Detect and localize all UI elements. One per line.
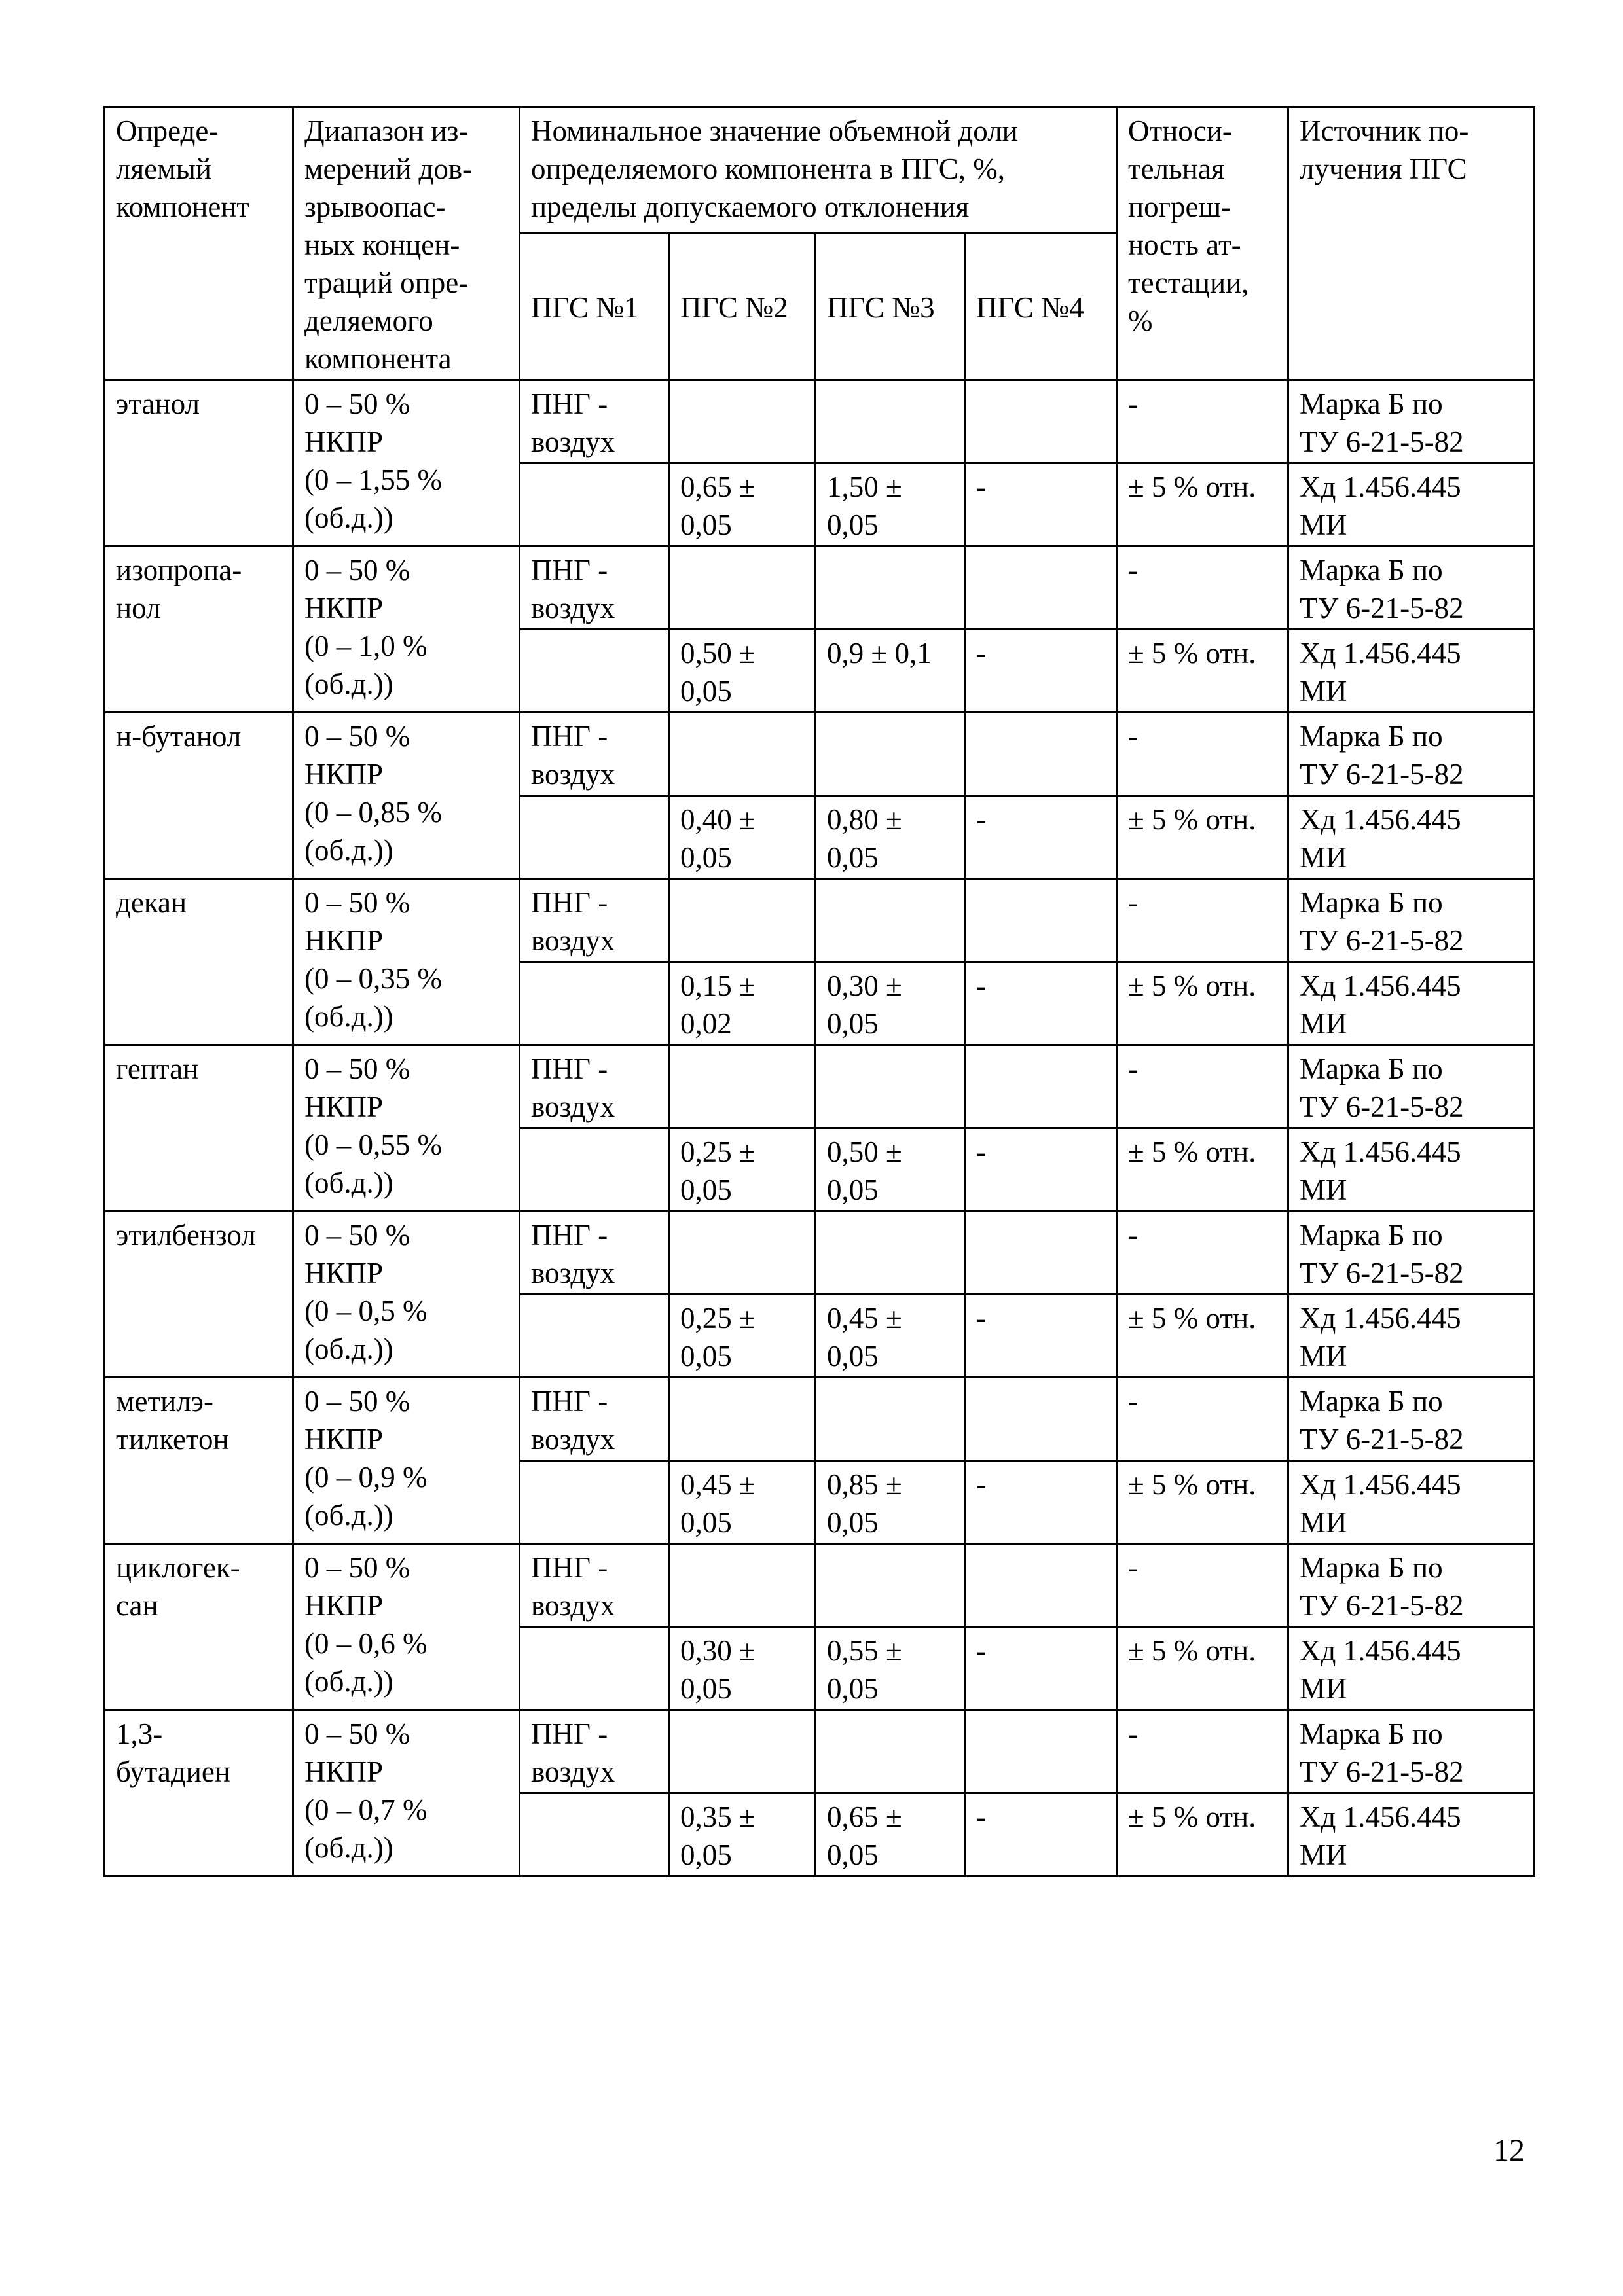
gas-mixture-table bbox=[103, 106, 1535, 1877]
error-cell: ± 5 % отн. bbox=[1117, 1793, 1288, 1876]
pgs4-cell: - bbox=[965, 1627, 1117, 1710]
error-cell: - bbox=[1117, 1710, 1288, 1793]
pgs2-empty-cell bbox=[669, 879, 816, 962]
pgs3-cell: 0,55 ± 0,05 bbox=[816, 1627, 965, 1710]
pgs1-empty-cell bbox=[520, 630, 669, 713]
range-cell: 0 – 50 % НКПР (0 – 0,5 % (об.д.)) bbox=[293, 1211, 520, 1378]
pgs4-empty-cell bbox=[965, 879, 1117, 962]
error-cell: ± 5 % отн. bbox=[1117, 630, 1288, 713]
pgs2-empty-cell bbox=[669, 547, 816, 630]
pgs4-empty-cell bbox=[965, 547, 1117, 630]
error-cell: ± 5 % отн. bbox=[1117, 962, 1288, 1045]
pgs2-cell: 0,15 ± 0,02 bbox=[669, 962, 816, 1045]
component-cell: изопропа- нол bbox=[105, 547, 293, 713]
pgs3-cell: 0,80 ± 0,05 bbox=[816, 796, 965, 879]
table-row bbox=[105, 380, 1535, 463]
pgs3-cell: 1,50 ± 0,05 bbox=[816, 463, 965, 547]
component-cell: метилэ- тилкетон bbox=[105, 1378, 293, 1544]
table-row bbox=[105, 1710, 1535, 1793]
error-cell: - bbox=[1117, 547, 1288, 630]
source-cell: Марка Б по ТУ 6-21-5-82 bbox=[1288, 1045, 1535, 1128]
pgs3-empty-cell bbox=[816, 879, 965, 962]
component-cell: н-бутанол bbox=[105, 713, 293, 879]
component-cell: циклогек- сан bbox=[105, 1544, 293, 1710]
source-cell: Марка Б по ТУ 6-21-5-82 bbox=[1288, 380, 1535, 463]
component-cell: этилбензол bbox=[105, 1211, 293, 1378]
pgs2-cell: 0,45 ± 0,05 bbox=[669, 1461, 816, 1544]
pgs2-empty-cell bbox=[669, 1378, 816, 1461]
pgs4-cell: - bbox=[965, 1793, 1117, 1876]
pgs3-cell: 0,9 ± 0,1 bbox=[816, 630, 965, 713]
pgs4-empty-cell bbox=[965, 1710, 1117, 1793]
pgs4-cell: - bbox=[965, 962, 1117, 1045]
header-nominal-group: Номинальное значение объемной доли определяемого компонента в ПГС, %, пределы допускаемого отклонения bbox=[520, 107, 1117, 233]
error-cell: - bbox=[1117, 1211, 1288, 1295]
pgs2-cell: 0,50 ± 0,05 bbox=[669, 630, 816, 713]
source-cell: Хд 1.456.445 МИ bbox=[1288, 1793, 1535, 1876]
pgs1-empty-cell bbox=[520, 1128, 669, 1211]
pgs1-cell: ПНГ - воздух bbox=[520, 1710, 669, 1793]
source-cell: Хд 1.456.445 МИ bbox=[1288, 1128, 1535, 1211]
pgs1-empty-cell bbox=[520, 1793, 669, 1876]
pgs4-cell: - bbox=[965, 796, 1117, 879]
pgs1-empty-cell bbox=[520, 1627, 669, 1710]
error-cell: - bbox=[1117, 713, 1288, 796]
range-cell: 0 – 50 % НКПР (0 – 0,35 % (об.д.)) bbox=[293, 879, 520, 1045]
component-cell: декан bbox=[105, 879, 293, 1045]
source-cell: Марка Б по ТУ 6-21-5-82 bbox=[1288, 1544, 1535, 1627]
pgs1-cell: ПНГ - воздух bbox=[520, 1045, 669, 1128]
error-cell: ± 5 % отн. bbox=[1117, 1461, 1288, 1544]
pgs1-empty-cell bbox=[520, 1295, 669, 1378]
range-cell: 0 – 50 % НКПР (0 – 0,85 % (об.д.)) bbox=[293, 713, 520, 879]
pgs1-cell: ПНГ - воздух bbox=[520, 1544, 669, 1627]
pgs3-cell: 0,50 ± 0,05 bbox=[816, 1128, 965, 1211]
source-cell: Хд 1.456.445 МИ bbox=[1288, 1461, 1535, 1544]
pgs1-empty-cell bbox=[520, 796, 669, 879]
table-row bbox=[105, 547, 1535, 630]
range-cell: 0 – 50 % НКПР (0 – 0,9 % (об.д.)) bbox=[293, 1378, 520, 1544]
pgs4-empty-cell bbox=[965, 1045, 1117, 1128]
pgs4-cell: - bbox=[965, 1461, 1117, 1544]
pgs2-empty-cell bbox=[669, 380, 816, 463]
pgs1-cell: ПНГ - воздух bbox=[520, 547, 669, 630]
table-row bbox=[105, 1045, 1535, 1128]
header-pgs1: ПГС №1 bbox=[520, 233, 669, 380]
range-cell: 0 – 50 % НКПР (0 – 0,6 % (об.д.)) bbox=[293, 1544, 520, 1710]
pgs2-empty-cell bbox=[669, 1710, 816, 1793]
pgs4-empty-cell bbox=[965, 1544, 1117, 1627]
pgs3-empty-cell bbox=[816, 1211, 965, 1295]
range-cell: 0 – 50 % НКПР (0 – 1,55 % (об.д.)) bbox=[293, 380, 520, 547]
table-row bbox=[105, 879, 1535, 962]
pgs3-empty-cell bbox=[816, 1045, 965, 1128]
source-cell: Марка Б по ТУ 6-21-5-82 bbox=[1288, 879, 1535, 962]
pgs3-empty-cell bbox=[816, 380, 965, 463]
header-source: Источник по- лучения ПГС bbox=[1288, 107, 1535, 380]
pgs1-empty-cell bbox=[520, 962, 669, 1045]
source-cell: Хд 1.456.445 МИ bbox=[1288, 463, 1535, 547]
source-cell: Хд 1.456.445 МИ bbox=[1288, 1295, 1535, 1378]
pgs4-empty-cell bbox=[965, 713, 1117, 796]
pgs2-cell: 0,25 ± 0,05 bbox=[669, 1128, 816, 1211]
pgs2-empty-cell bbox=[669, 1211, 816, 1295]
pgs1-cell: ПНГ - воздух bbox=[520, 713, 669, 796]
pgs1-cell: ПНГ - воздух bbox=[520, 1211, 669, 1295]
pgs4-empty-cell bbox=[965, 1378, 1117, 1461]
source-cell: Хд 1.456.445 МИ bbox=[1288, 796, 1535, 879]
error-cell: ± 5 % отн. bbox=[1117, 796, 1288, 879]
pgs2-empty-cell bbox=[669, 1045, 816, 1128]
pgs3-empty-cell bbox=[816, 713, 965, 796]
header-pgs4: ПГС №4 bbox=[965, 233, 1117, 380]
pgs2-cell: 0,40 ± 0,05 bbox=[669, 796, 816, 879]
error-cell: - bbox=[1117, 1045, 1288, 1128]
pgs4-cell: - bbox=[965, 1128, 1117, 1211]
error-cell: - bbox=[1117, 1378, 1288, 1461]
table-row bbox=[105, 1544, 1535, 1627]
error-cell: - bbox=[1117, 380, 1288, 463]
source-cell: Марка Б по ТУ 6-21-5-82 bbox=[1288, 547, 1535, 630]
source-cell: Марка Б по ТУ 6-21-5-82 bbox=[1288, 713, 1535, 796]
pgs1-cell: ПНГ - воздух bbox=[520, 1378, 669, 1461]
pgs3-empty-cell bbox=[816, 547, 965, 630]
source-cell: Марка Б по ТУ 6-21-5-82 bbox=[1288, 1211, 1535, 1295]
source-cell: Марка Б по ТУ 6-21-5-82 bbox=[1288, 1378, 1535, 1461]
component-cell: гептан bbox=[105, 1045, 293, 1211]
pgs1-empty-cell bbox=[520, 463, 669, 547]
error-cell: - bbox=[1117, 1544, 1288, 1627]
header-pgs2: ПГС №2 bbox=[669, 233, 816, 380]
component-cell: этанол bbox=[105, 380, 293, 547]
pgs1-cell: ПНГ - воздух bbox=[520, 380, 669, 463]
range-cell: 0 – 50 % НКПР (0 – 0,55 % (об.д.)) bbox=[293, 1045, 520, 1211]
pgs2-empty-cell bbox=[669, 1544, 816, 1627]
header-range: Диапазон из- мерений дов- зрывоопас- ных концен- траций опре- деляемого компонента bbox=[293, 107, 520, 380]
pgs3-cell: 0,30 ± 0,05 bbox=[816, 962, 965, 1045]
table-row bbox=[105, 1211, 1535, 1295]
pgs3-cell: 0,85 ± 0,05 bbox=[816, 1461, 965, 1544]
pgs3-empty-cell bbox=[816, 1710, 965, 1793]
pgs4-empty-cell bbox=[965, 1211, 1117, 1295]
pgs3-cell: 0,45 ± 0,05 bbox=[816, 1295, 965, 1378]
error-cell: ± 5 % отн. bbox=[1117, 463, 1288, 547]
error-cell: ± 5 % отн. bbox=[1117, 1627, 1288, 1710]
pgs1-cell: ПНГ - воздух bbox=[520, 879, 669, 962]
page-number: 12 bbox=[1493, 2133, 1525, 2168]
pgs4-cell: - bbox=[965, 1295, 1117, 1378]
range-cell: 0 – 50 % НКПР (0 – 1,0 % (об.д.)) bbox=[293, 547, 520, 713]
error-cell: - bbox=[1117, 879, 1288, 962]
source-cell: Марка Б по ТУ 6-21-5-82 bbox=[1288, 1710, 1535, 1793]
pgs2-cell: 0,30 ± 0,05 bbox=[669, 1627, 816, 1710]
pgs2-empty-cell bbox=[669, 713, 816, 796]
pgs3-empty-cell bbox=[816, 1378, 965, 1461]
header-pgs3: ПГС №3 bbox=[816, 233, 965, 380]
component-cell: 1,3- бутадиен bbox=[105, 1710, 293, 1876]
range-cell: 0 – 50 % НКПР (0 – 0,7 % (об.д.)) bbox=[293, 1710, 520, 1876]
pgs2-cell: 0,65 ± 0,05 bbox=[669, 463, 816, 547]
error-cell: ± 5 % отн. bbox=[1117, 1295, 1288, 1378]
table-row bbox=[105, 1378, 1535, 1461]
pgs3-cell: 0,65 ± 0,05 bbox=[816, 1793, 965, 1876]
pgs4-empty-cell bbox=[965, 380, 1117, 463]
header-error: Относи- тельная погреш- ность ат- тестации, % bbox=[1117, 107, 1288, 380]
pgs2-cell: 0,35 ± 0,05 bbox=[669, 1793, 816, 1876]
pgs2-cell: 0,25 ± 0,05 bbox=[669, 1295, 816, 1378]
pgs4-cell: - bbox=[965, 630, 1117, 713]
table-row bbox=[105, 713, 1535, 796]
pgs3-empty-cell bbox=[816, 1544, 965, 1627]
pgs1-empty-cell bbox=[520, 1461, 669, 1544]
table-body bbox=[105, 380, 1535, 1876]
header-component: Опреде- ляемый компонент bbox=[105, 107, 293, 380]
source-cell: Хд 1.456.445 МИ bbox=[1288, 630, 1535, 713]
pgs4-cell: - bbox=[965, 463, 1117, 547]
error-cell: ± 5 % отн. bbox=[1117, 1128, 1288, 1211]
source-cell: Хд 1.456.445 МИ bbox=[1288, 962, 1535, 1045]
source-cell: Хд 1.456.445 МИ bbox=[1288, 1627, 1535, 1710]
